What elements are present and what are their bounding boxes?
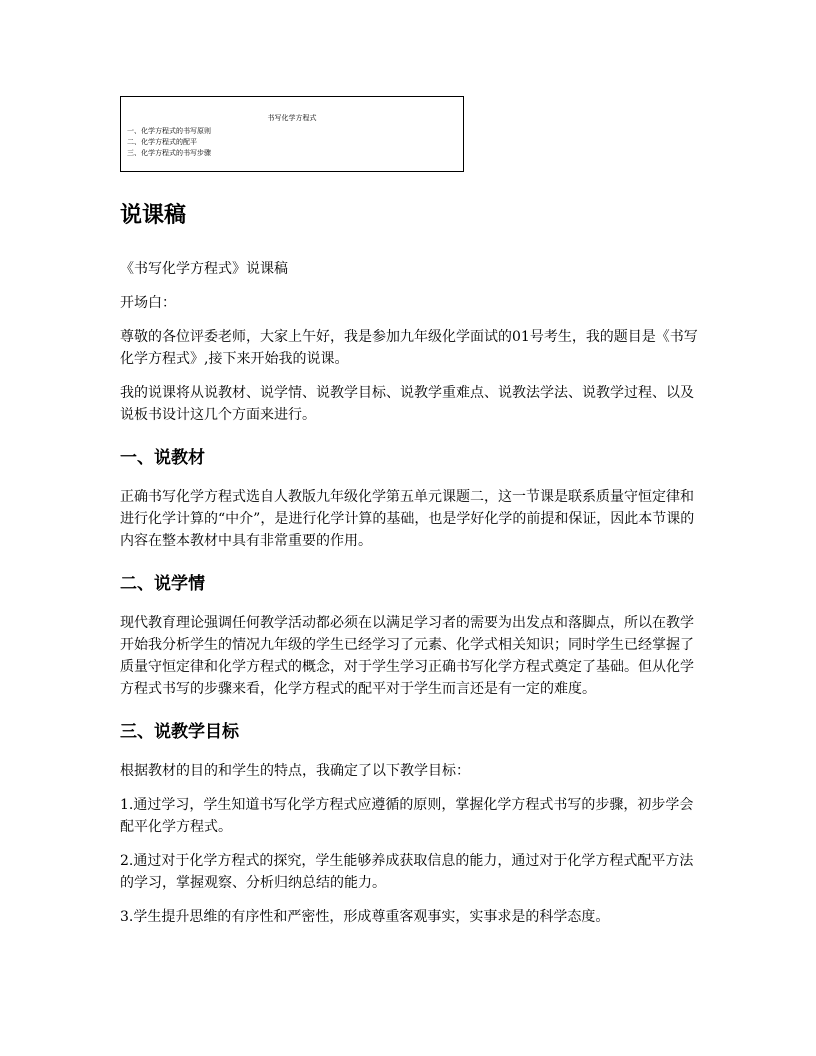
section-paragraph: 根据教材的目的和学生的特点，我确定了以下教学目标： <box>120 763 470 779</box>
document-title: 说课稿 <box>120 203 187 228</box>
figure-item: 二、化学方程式的配平 <box>127 138 197 146</box>
figure-title: 书写化学方程式 <box>267 114 317 122</box>
document-body <box>120 198 700 940</box>
objective-item: 2.通过对于化学方程式的探究，学生能够养成获取信息的能力，通过对于化学方程式配平方法的学习，掌握观察、分析归纳总结的能力。 <box>120 853 694 891</box>
figure-item: 三、化学方程式的书写步骤 <box>127 149 211 157</box>
overview-paragraph: 我的说课将从说教材、说学情、说教学目标、说教学重难点、说教法学法、说教学过程、以及说板书设计这几个方面来进行。 <box>120 385 694 423</box>
document-subtitle: 《书写化学方程式》说课稿 <box>120 261 288 277</box>
objective-item: 1.通过学习，学生知道书写化学方程式应遵循的原则，掌握化学方程式书写的步骤，初步学会配平化学方程式。 <box>120 797 694 835</box>
opening-label: 开场白： <box>120 295 176 311</box>
section-heading: 一、说教材 <box>120 448 205 468</box>
section-paragraph: 正确书写化学方程式选自人教版九年级化学第五单元课题二，这一节课是联系质量守恒定律和进行化学计算的“中介”，是进行化学计算的基础，也是学好化学的前提和保证，因此本节课的内容在整本教材中具有非常重要的作用。 <box>120 489 695 549</box>
outline-figure <box>120 96 464 172</box>
figure-item: 一、化学方程式的书写原则 <box>127 127 211 135</box>
section-heading: 三、说教学目标 <box>120 722 239 742</box>
section-heading: 二、说学情 <box>120 574 205 594</box>
intro-paragraph: 尊敬的各位评委老师，大家上午好，我是参加九年级化学面试的01号考生，我的题目是《书写化学方程式》,接下来开始我的说课。 <box>120 329 698 367</box>
objective-item: 3.学生提升思维的有序性和严密性，形成尊重客观事实，实事求是的科学态度。 <box>120 909 610 925</box>
section-paragraph: 现代教育理论强调任何教学活动都必须在以满足学习者的需要为出发点和落脚点，所以在教学开始我分析学生的情况九年级的学生已经学习了元素、化学式相关知识；同时学生已经掌握了质量守恒定律和化学方程式的概念，对于学生学习正确书写化学方程式奠定了基础。但从化学方程式书写的步骤来看，化学方程式的配平对于学生而言还是有一定的难度。 <box>120 615 694 697</box>
